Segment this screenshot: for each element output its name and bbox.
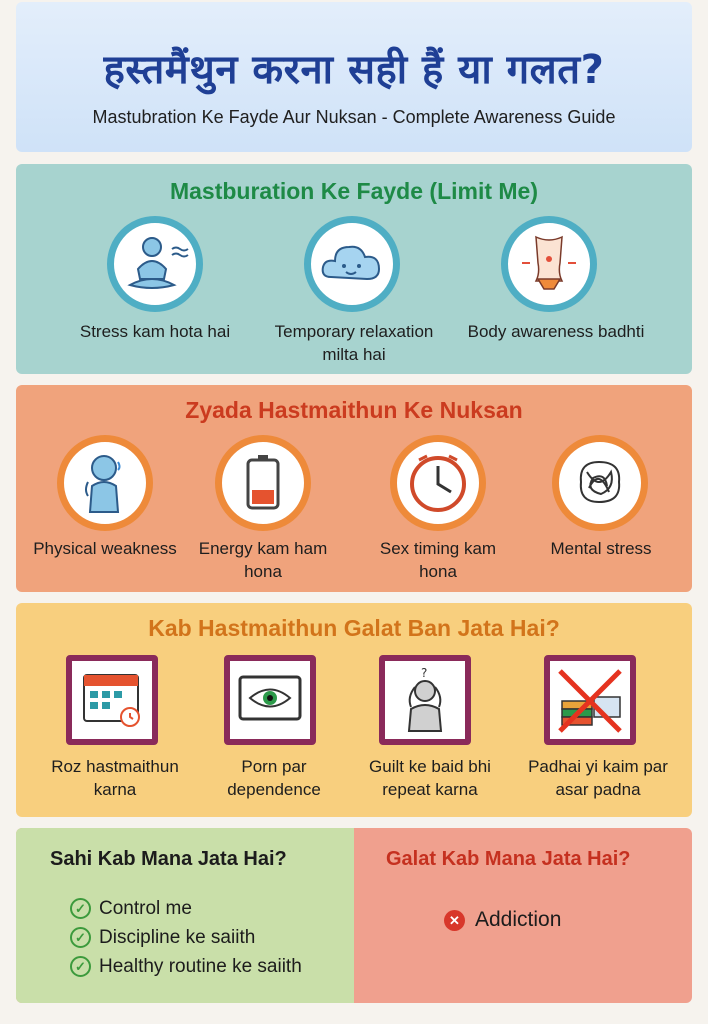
list-item: ✕ Addiction bbox=[444, 908, 561, 932]
fayde-section bbox=[16, 164, 692, 374]
check-icon: ✓ bbox=[70, 956, 91, 977]
list-item: ✓ Healthy routine ke saiith bbox=[70, 952, 302, 981]
nuksan-item-mental-stress: Mental stress bbox=[550, 539, 652, 558]
nuksan-item-weakness: Physical weakness bbox=[33, 539, 177, 558]
list-item: ✓ Discipline ke saiith bbox=[70, 923, 302, 952]
guilt-person-icon bbox=[379, 655, 471, 745]
nuksan-title: Zyada Hastmaithun Ke Nuksan bbox=[185, 397, 523, 423]
books-crossed-icon bbox=[544, 655, 636, 745]
page-subtitle: Mastubration Ke Fayde Aur Nuksan - Complete Awareness Guide bbox=[92, 107, 616, 127]
calendar-icon bbox=[66, 655, 158, 745]
tangled-brain-icon bbox=[552, 435, 648, 531]
galat-section bbox=[16, 603, 692, 817]
nuksan-section bbox=[16, 385, 692, 592]
clock-icon bbox=[390, 435, 486, 531]
fayde-item-stress: Stress kam hota hai bbox=[79, 322, 231, 341]
cloud-icon bbox=[304, 216, 400, 312]
nuksan-item-energy: Energy kam ham hona bbox=[198, 539, 328, 581]
fayde-item-body-awareness: Body awareness badhti bbox=[467, 322, 645, 341]
bottom-section bbox=[16, 828, 692, 1003]
check-icon: ✓ bbox=[70, 898, 91, 919]
low-battery-icon bbox=[215, 435, 311, 531]
meditation-icon bbox=[107, 216, 203, 312]
fayde-title: Mastburation Ke Fayde (Limit Me) bbox=[169, 178, 539, 204]
screen-eye-icon bbox=[224, 655, 316, 745]
galat-item-padhai: Padhai yi kaim par asar padna bbox=[528, 757, 668, 799]
nuksan-item-timing: Sex timing kam hona bbox=[379, 539, 497, 581]
sahi-checklist bbox=[70, 894, 302, 981]
galat-kab-title: Galat Kab Mana Jata Hai? bbox=[386, 848, 631, 870]
galat-title: Kab Hastmaithun Galat Ban Jata Hai? bbox=[148, 615, 560, 641]
list-item: ✓ Control me bbox=[70, 894, 302, 923]
check-icon: ✓ bbox=[70, 927, 91, 948]
svg-text:?: ? bbox=[421, 666, 428, 680]
sahi-title: Sahi Kab Mana Jata Hai? bbox=[50, 848, 287, 870]
galat-item-guilt: Guilt ke baid bhi repeat karna bbox=[369, 757, 491, 799]
fayde-item-relaxation: Temporary relaxation milta hai bbox=[274, 322, 434, 364]
header-banner bbox=[16, 2, 692, 152]
galat-item-roz: Roz hastmaithun karna bbox=[51, 757, 179, 799]
page-title: हस्तमैंथुन करना सही हैं या गलत? bbox=[103, 47, 605, 93]
tired-person-icon bbox=[57, 435, 153, 531]
cross-icon: ✕ bbox=[444, 910, 465, 931]
galat-item-porn: Porn par dependence bbox=[227, 757, 321, 799]
body-icon bbox=[501, 216, 597, 312]
